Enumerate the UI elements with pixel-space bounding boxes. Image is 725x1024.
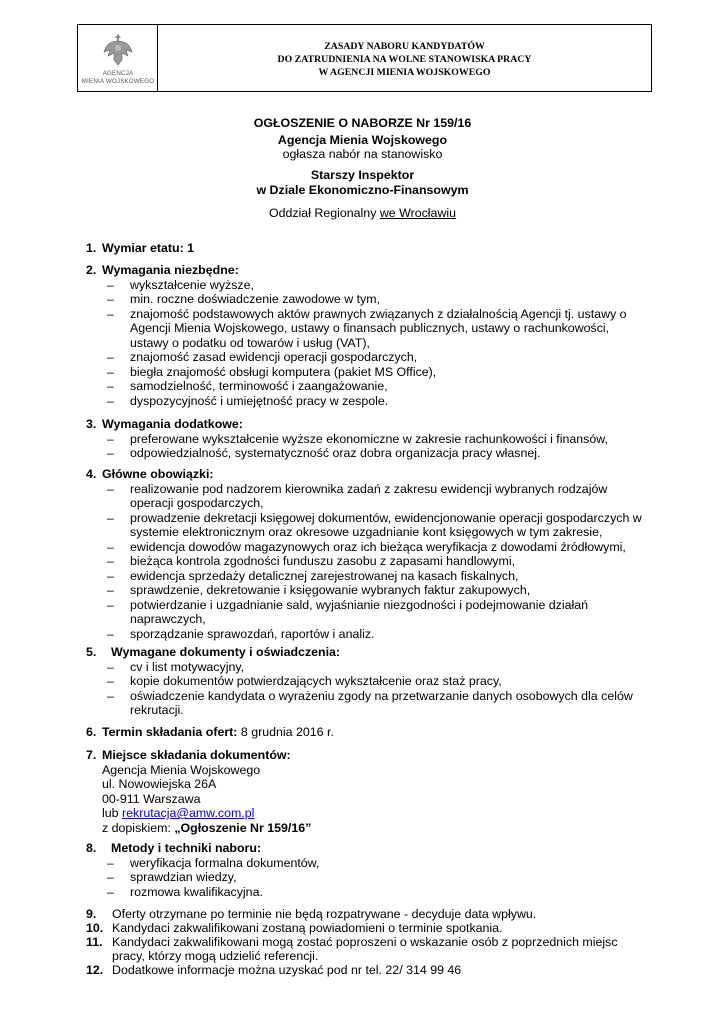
announcement-subtitle: ogłasza nabór na stanowisko (282, 147, 443, 161)
section-title: Miejsce składania dokumentów: (102, 748, 291, 762)
list-item: – sporządzanie sprawozdań, raportów i analiz. (86, 627, 646, 642)
section-title: Wymagane dokumenty i oświadczenia: (111, 645, 341, 659)
organization-name: Agencja Mienia Wojskowego (277, 133, 448, 147)
agency-logo (78, 25, 158, 91)
section-3: 3. Wymagania dodatkowe: – preferowane wykształcenie wyższe ekonomiczne w zakresie rachunkowości i finansów, – odpowiedzialność, systematyczność oraz dobra organizacja pracy własnej. (86, 417, 646, 461)
list-item: – biegła znajomość obsługi komputera (pakiet MS Office), (86, 365, 646, 380)
list-item: – min. roczne doświadczenie zawodowe w tym, (86, 292, 646, 307)
documents-list (86, 660, 646, 718)
address-line: Agencja Mienia Wojskowego (102, 762, 261, 777)
section-title: Główne obowiązki: (102, 467, 214, 481)
note-item: 9. Oferty otrzymane po terminie nie będą rozpatrywane - decyduje data wpływu. (86, 907, 537, 921)
list-item: – ewidencja sprzedaży detalicznej zarejestrowanej na kasach fiskalnych, (86, 569, 646, 584)
announcement-title: OGŁOSZENIE O NABORZE Nr 159/16 (253, 116, 472, 130)
list-item: – weryfikacja formalna dokumentów, (86, 856, 646, 871)
list-item: – realizowanie pod nadzorem kierownika zadań z zakresu ewidencji wybranych rodzajów operacji gospodarczych, (86, 482, 646, 511)
eagle-emblem-icon (102, 32, 134, 68)
note-item: 10. Kandydaci zakwalifikowani zostaną powiadomieni o terminie spotkania. (86, 921, 503, 935)
email-link[interactable]: rekrutacja@amw.com.pl (121, 806, 255, 820)
list-item: – sprawdzian wiedzy, (86, 870, 646, 885)
closing-notes (86, 907, 646, 977)
list-item: – prowadzenie dekretacji księgowej dokumentów, ewidencjonowanie operacji gospodarczych w systemie elektronicznym oraz okresowe uzgadnianie kont księgowych w tym zakresie, (86, 511, 646, 540)
note-line: z dopiskiem: „Ogłoszenie Nr 159/16” (102, 820, 312, 835)
list-item: – odpowiedzialność, systematyczność oraz dobra organizacja pracy własnej. (86, 446, 646, 461)
branch-name: Oddział Regionalny we Wrocławiu (268, 206, 457, 220)
list-item: – bieżąca kontrola zgodności funduszu zasobu z zapasami handlowymi, (86, 554, 646, 569)
deadline-date: 8 grudnia 2016 r. (237, 725, 334, 739)
additional-requirements-list (86, 432, 646, 461)
list-item: – ewidencja dowodów magazynowych oraz ich bieżąca weryfikacja z dowodami źródłowymi, (86, 540, 646, 555)
section-5: 5. Wymagane dokumenty i oświadczenia: – cv i list motywacyjny, – kopie dokumentów potwierdzających wykształcenie oraz staż pracy, – oświadczenie kandydata o wyrażeniu zgody na przetwarzanie danych osobowych dla celów rekrutacji. (86, 645, 646, 718)
list-item: – preferowane wykształcenie wyższe ekonomiczne w zakresie rachunkowości i finansów, (86, 432, 646, 447)
position-title: Starszy Inspektor (310, 168, 415, 182)
address-line: 00-911 Warszawa (102, 791, 201, 806)
list-item: – wykształcenie wyższe, (86, 278, 646, 293)
list-item: – rozmowa kwalifikacyjna. (86, 885, 646, 900)
list-item: – oświadczenie kandydata o wyrażeniu zgody na przetwarzanie danych osobowych dla celów rekrutacji. (86, 689, 646, 718)
section-title: Metody i techniki naboru: (111, 841, 262, 855)
list-item: – kopie dokumentów potwierdzających wykształcenie oraz staż pracy, (86, 674, 646, 689)
section-title: Wymagania dodatkowe: (102, 417, 243, 431)
list-item: – znajomość podstawowych aktów prawnych związanych z działalnością Agencji tj. ustawy o Agencji Mienia Wojskowego, ustawy o finansach publicznych, ustawy o rachunkowości, ustawy o podatku od towarów i usług (VAT), (86, 307, 646, 351)
list-item: – cv i list motywacyjny, (86, 660, 646, 675)
section-8: 8. Metody i techniki naboru: – weryfikacja formalna dokumentów, – sprawdzian wiedzy, – rozmowa kwalifikacyjna. (86, 841, 646, 899)
section-2: 2. Wymagania niezbędne: – wykształcenie wyższe, – min. roczne doświadczenie zawodowe w tym, – znajomość podstawowych aktów prawnych związanych z działalnością Agencji tj. ustawy o Agencji Mienia Wojskowego, ustawy o finansach publicznych, ustawy o rachunkowości, ustawy o podatku od towarów i usług (VAT), – znajomość zasad ewidencji operacji gospodarczych, – biegła znajomość obsługi komputera (pakiet MS Office), – samodzielność, terminowość i zaangażowanie, – dyspozycyjność i umiejętność pracy w zespole. (86, 263, 646, 408)
department-name: w Dziale Ekonomiczno-Finansowym (256, 183, 469, 197)
note-item: 12. Dodatkowe informacje można uzyskać pod nr tel. 22/ 314 99 46 (86, 963, 462, 977)
document-header (77, 24, 652, 92)
duties-list (86, 482, 646, 642)
section-title: Termin składania ofert: (102, 725, 238, 739)
email-line: lub rekrutacja@amw.com.pl (102, 806, 255, 820)
list-item: – samodzielność, terminowość i zaangażowanie, (86, 379, 646, 394)
list-item: – dyspozycyjność i umiejętność pracy w zespole. (86, 394, 646, 409)
methods-list (86, 856, 646, 900)
header-title: ZASADY NABORU KANDYDATÓW DO ZATRUDNIENIA NA WOLNE STANOWISKA PRACY W AGENCJI MIENIA WOJSKOWEGO (277, 41, 532, 78)
section-7: 7. Miejsce składania dokumentów: Agencja Mienia Wojskowego ul. Nowowiejska 26A 00-911 Warszawa lub rekrutacja@amw.com.pl z dopiskiem: „Ogłoszenie Nr 159/16” (86, 748, 646, 835)
requirements-list (86, 278, 646, 409)
logo-caption: AGENCJA MIENIA WOJSKOWEGO (81, 70, 155, 85)
section-title: Wymiar etatu: 1 (102, 241, 195, 255)
note-item: 11. Kandydaci zakwalifikowani mogą zostać poproszeni o wskazanie osób z poprzednich miejsc pracy, którzy mogą udzielić referencji. (86, 935, 618, 963)
list-item: – znajomość zasad ewidencji operacji gospodarczych, (86, 350, 646, 365)
list-item: – sprawdzenie, dekretowanie i księgowanie wybranych faktur zakupowych, (86, 583, 646, 598)
list-item: – potwierdzanie i uzgadnianie sald, wyjaśnianie niezgodności i podejmowanie działań naprawczych, (86, 598, 646, 627)
section-title: Wymagania niezbędne: (102, 263, 239, 277)
address-line: ul. Nowowiejska 26A (102, 777, 217, 791)
section-6: 6. Termin składania ofert: 8 grudnia 2016 r. (86, 725, 334, 739)
section-1: 1. Wymiar etatu: 1 (86, 241, 195, 255)
section-4: 4. Główne obowiązki: – realizowanie pod nadzorem kierownika zadań z zakresu ewidencji wybranych rodzajów operacji gospodarczych, – prowadzenie dekretacji księgowej dokumentów, ewidencjonowanie operacji gospodarczych w systemie elektronicznym oraz okresowe uzgadnianie kont księgowych w tym zakresie, – ewidencja dowodów magazynowych oraz ich bieżąca weryfikacja z dowodami źródłowymi, – bieżąca kontrola zgodności funduszu zasobu z zapasami handlowymi, – ewidencja sprzedaży detalicznej zarejestrowanej na kasach fiskalnych, – sprawdzenie, dekretowanie i księgowanie wybranych faktur zakupowych, – potwierdzanie i uzgadnianie sald, wyjaśnianie niezgodności i podejmowanie działań naprawczych, – sporządzanie sprawozdań, raportów i analiz. (86, 467, 646, 641)
